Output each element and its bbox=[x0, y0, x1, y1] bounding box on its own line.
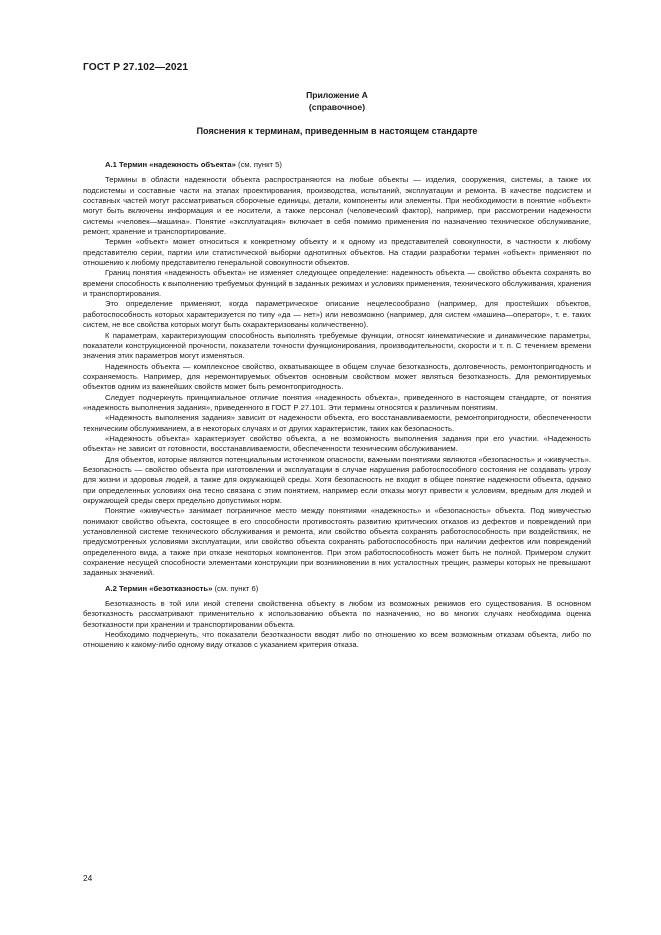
page-title: Пояснения к терминам, приведенным в настоящем стандарте bbox=[196, 126, 478, 136]
appendix-heading bbox=[83, 90, 591, 113]
paragraph: «Надежность объекта» характеризует свойство объекта, а не возможность выполнения задания при его участии. «Надежность объекта» не зависит от готовности, восстанавливаемости, обеспеченности техническим обслуживанием. bbox=[83, 433, 591, 454]
paragraph: Понятие «живучесть» занимает пограничное место между понятиями «надежность» и «безопасность» объекта. Под живучестью понимают свойство объекта, состоящее в его способности противостоять развитию критических отказов из дефектов и повреждений при установленной системе технического обслуживания и ремонта, или свойство объекта сохранять работоспособность при воздействиях, не предусмотренных условиями эксплуатации, или свойство объекта сохранять работоспособность при наличии дефектов или повреждений определенного вида, а также при отказе некоторых компонентов. При этом работоспособность может быть не полной. Примером служит сохранение несущей способности элементами конструкции при возникновении в них усталостных трещин, размеры которых не превышают заданных значений. bbox=[83, 506, 591, 578]
paragraph: Термины в области надежности объекта распространяются на любые объекты — изделия, сооружения, системы, а также их подсистемы и составные части на этапах проектирования, производства, испытаний, эксплуатации и ремонта. В качестве подсистем и составных частей могут рассматриваться сборочные единицы, детали, компоненты или элементы. При необходимости в понятие «объект» могут быть включены информация и ее носители, а также персонал (человеческий фактор), например, при рассмотрении надежности системы «человек—машина». Понятие «эксплуатация» включает в себя помимо применения по назначению техническое обслуживание, ремонт, хранение и транспортирование. bbox=[83, 175, 591, 237]
paragraph: Следует подчеркнуть принципиальное отличие понятия «надежность объекта», приведенного в настоящем стандарте, от понятия «надежность выполнения задания», приведенного в ГОСТ Р 27.101. Эти термины относятся к различным понятиям. bbox=[83, 392, 591, 412]
page-number: 24 bbox=[83, 873, 93, 883]
section-reference: (см. пункт 6) bbox=[212, 583, 259, 593]
section-reference: (см. пункт 5) bbox=[235, 160, 282, 169]
paragraph: Для объектов, которые являются потенциальным источником опасности, важными понятиями являются «безопасность» и «живучесть». Безопасность — свойство объекта при изготовлении и эксплуатации в случае нарушения работоспособного состояния не создавать угрозу для жизни и здоровья людей, а также для окружающей среды. Хотя безопасность не входит в общее понятие надежности объекта, однако при определенных условиях она тесно связана с этим понятием, например если отказы могут привести к условиям, вредным для людей и окружающей среды сверх предельно допустимых норм. bbox=[83, 454, 591, 505]
paragraph: Границ понятия «надежность объекта» не изменяет следующее определение: надежность объекта — свойство объекта сохранять во времени способность к выполнению требуемых функций в заданных режимах и условиях применения, технического обслуживания, хранения и транспортирования. bbox=[83, 268, 591, 299]
appendix-title: Приложение А bbox=[306, 90, 368, 100]
paragraph: К параметрам, характеризующим способность выполнять требуемые функции, относят кинематические и динамические параметры, показатели конструкционной прочности, показатели точности функционирования, производительности, скорости и т. п. С течением времени значения этих параметров могут изменяться. bbox=[83, 330, 591, 361]
paragraph: «Надежность выполнения задания» зависит от надежности объекта, его восстанавливаемости, ремонтопригодности, обеспеченности техническим обслуживанием, а в некоторых случаях и от других характеристик, таких как безопасность. bbox=[83, 413, 591, 433]
appendix-subtitle: (справочное) bbox=[308, 101, 366, 112]
paragraph: Необходимо подчеркнуть, что показатели безотказности вводят либо по отношению ко всем возможным отказам объекта, либо по отношению к какому-либо одному виду отказов с указанием критерия отказа. bbox=[83, 630, 591, 650]
section-heading-a1 bbox=[83, 160, 591, 170]
section-heading-text: А.2 Термин «безотказность» bbox=[105, 583, 213, 593]
paragraph: Безотказность в той или иной степени свойственна объекту в любом из возможных режимов его существования. В основном безотказность рассматривают применительно к использованию объекта по назначению, но во многих случаях необходима оценка безотказности при хранении и транспортировании объекта. bbox=[83, 599, 591, 629]
paragraph: Термин «объект» может относиться к конкретному объекту и к одному из представителей совокупности, в частности к любому представителю серии, партии или статистической выборки однотипных объектов. На стадии разработки термин «объект» применяют по отношению к любому представителю генеральной совокупности объектов. bbox=[83, 237, 591, 268]
document-body bbox=[83, 160, 591, 651]
standard-header: ГОСТ Р 27.102—2021 bbox=[83, 62, 189, 73]
section-heading-text: А.1 Термин «надежность объекта» bbox=[105, 160, 236, 169]
paragraph: Это определение применяют, когда параметрическое описание нецелесообразно (например, для простейших объектов, работоспособность которых характеризуется по типу «да — нет») или невозможно (например, для систем «машина—оператор», т. е. таких систем, не все свойства которых могут быть охарактеризованы количественно). bbox=[83, 299, 591, 330]
section-heading-a2 bbox=[83, 584, 591, 594]
paragraph: Надежность объекта — комплексное свойство, охватывающее в общем случае безотказность, долговечность, ремонтопригодность и сохраняемость. Например, для неремонтируемых объектов основным свойством может являться безотказность. Для ремонтируемых объектов одним из важнейших свойств может быть ремонтопригодность. bbox=[83, 361, 591, 392]
